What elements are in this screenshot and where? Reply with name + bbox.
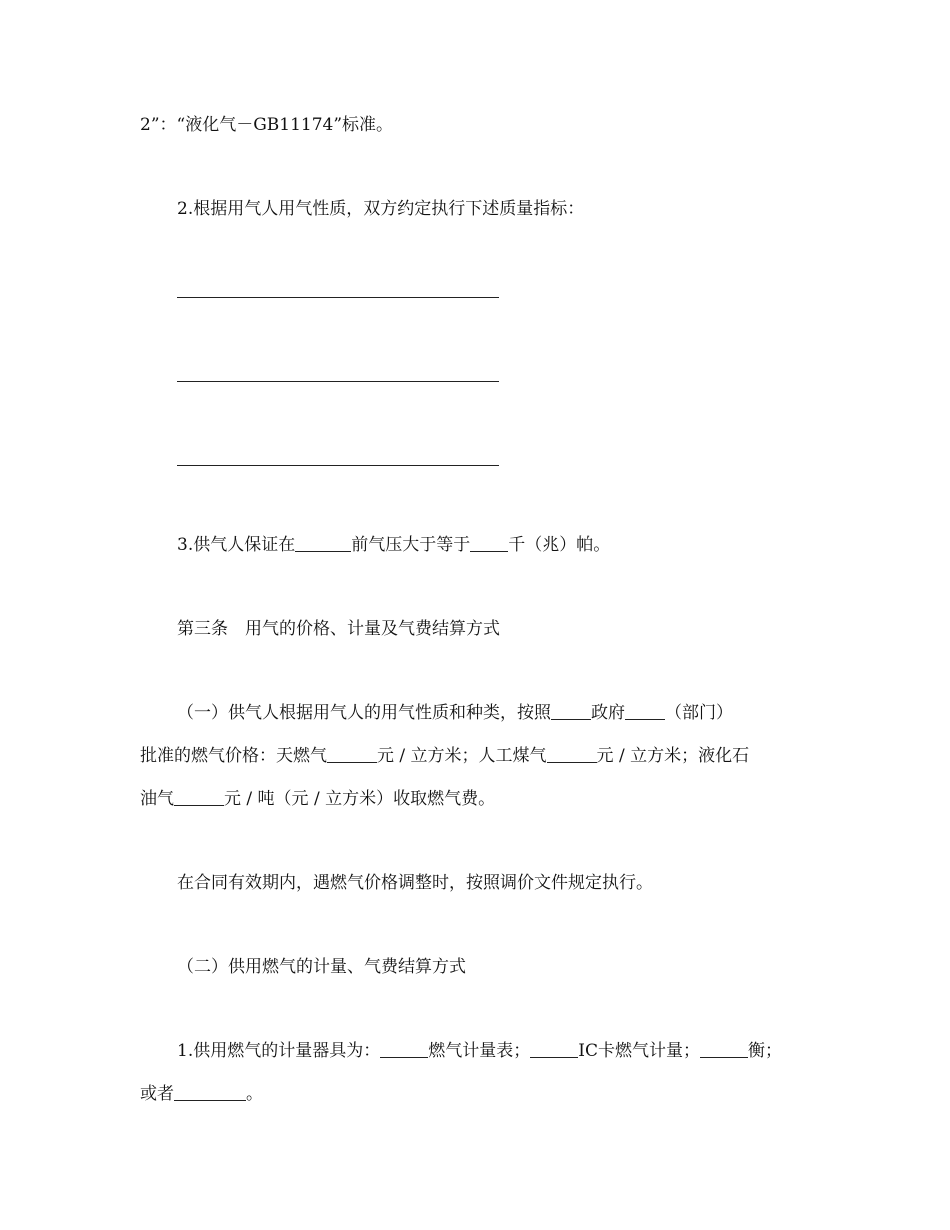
price-clause-line3: [140, 788, 495, 810]
fill-line-2[interactable]: [177, 381, 499, 382]
meter-text-c: IC卡燃气计量；: [578, 1041, 700, 1061]
fill-line-3[interactable]: [177, 465, 499, 466]
price-text-c: （部门）: [665, 703, 733, 723]
quality-intro: [177, 198, 584, 220]
meter-clause-line1: [177, 1040, 782, 1062]
natural-gas-price-blank[interactable]: [327, 746, 377, 763]
meter-line2-a: 或者: [140, 1084, 174, 1104]
pressure-text-b: 前气压大于等于: [351, 535, 471, 555]
article-heading: [177, 618, 500, 640]
price-line2-a: 批准的燃气价格：天燃气: [140, 746, 327, 766]
meter-other-blank[interactable]: [174, 1084, 246, 1101]
section2-heading-text: （二）供用燃气的计量、气费结算方式: [177, 957, 466, 977]
price-adjust-text: 在合同有效期内，遇燃气价格调整时，按照调价文件规定执行。: [177, 873, 653, 893]
price-line2-c: 元 / 立方米；液化石: [596, 746, 750, 766]
meter-blank-2[interactable]: [530, 1041, 578, 1058]
pressure-value-blank[interactable]: [470, 535, 508, 552]
price-adjust-clause: [177, 872, 653, 894]
meter-clause-line2: [140, 1083, 263, 1105]
price-line3-a: 油气: [140, 789, 174, 809]
pressure-clause: [177, 534, 610, 556]
standard-line: [140, 114, 393, 136]
price-line2-b: 元 / 立方米；人工煤气: [377, 746, 547, 766]
coal-gas-price-blank[interactable]: [547, 746, 597, 763]
section2-heading: [177, 956, 466, 978]
article-heading-text: 第三条 用气的价格、计量及气费结算方式: [177, 619, 500, 639]
meter-line2-b: 。: [246, 1084, 263, 1104]
price-clause-line2: [140, 745, 749, 767]
department-blank[interactable]: [625, 703, 665, 720]
pressure-text-c: 千（兆）帕。: [508, 535, 611, 555]
quality-intro-text: 2.根据用气人用气性质，双方约定执行下述质量指标：: [177, 199, 585, 219]
meter-blank-3[interactable]: [700, 1041, 748, 1058]
meter-text-b: 燃气计量表；: [428, 1041, 531, 1061]
government-blank[interactable]: [551, 703, 591, 720]
pressure-text-a: 3.供气人保证在: [177, 535, 296, 555]
price-text-b: 政府: [591, 703, 625, 723]
price-text-a: （一）供气人根据用气人的用气性质和种类，按照: [177, 703, 551, 723]
meter-text-a: 1.供用燃气的计量器具为：: [177, 1041, 381, 1061]
price-line3-b: 元 / 吨（元 / 立方米）收取燃气费。: [224, 789, 496, 809]
pressure-location-blank[interactable]: [295, 535, 351, 552]
price-clause-line1: [177, 702, 733, 724]
meter-text-d: 衡；: [747, 1041, 782, 1061]
lpg-price-blank[interactable]: [174, 789, 224, 806]
meter-blank-1[interactable]: [380, 1041, 428, 1058]
standard-text: 2”：“液化气－GB11174”标准。: [140, 115, 394, 135]
fill-line-1[interactable]: [177, 297, 499, 298]
